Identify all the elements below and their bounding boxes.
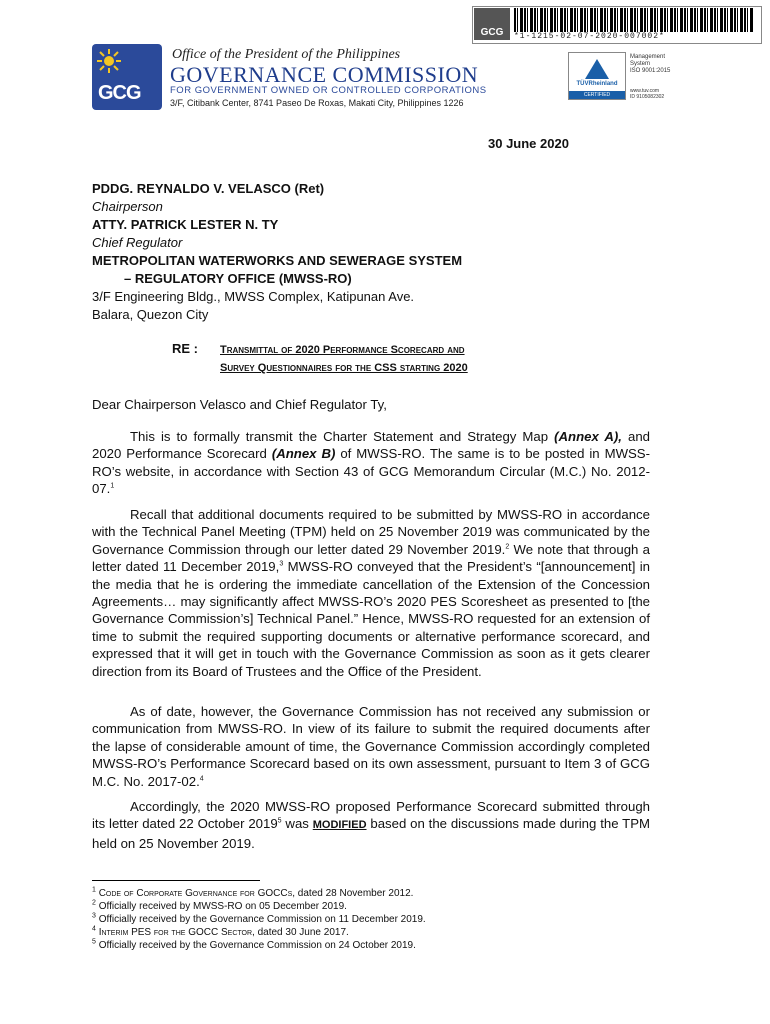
p4-text-a: Accordingly, the 2020 MWSS-RO proposed Performance Scorecard submitted through its letter dated 22 October 2019 — [92, 799, 650, 832]
annex-a-ref: (Annex A), — [554, 429, 622, 444]
addressee-org-2: – REGULATORY OFFICE (MWSS-RO) — [124, 271, 352, 286]
mgmt-line-1: Management — [630, 54, 666, 60]
footnote-ref-2: 2 — [505, 543, 510, 551]
sun-icon — [96, 48, 122, 74]
logo-text: GCG — [98, 82, 141, 104]
tuv-url-1: www.tuv.com — [630, 88, 660, 94]
footnote-2-number: 2 — [92, 899, 96, 907]
barcode-number: *1-1215-02-07-2020-007002* — [514, 32, 665, 41]
mgmt-line-2: System — [630, 61, 651, 67]
p4-text-e: based on the discussions made during the TPM held on 25 November 2019. — [92, 816, 650, 851]
footnote-5 — [92, 939, 426, 952]
addressee-title-2: Chief Regulator — [92, 235, 183, 250]
footnote-divider — [92, 880, 260, 881]
footnote-3 — [92, 913, 426, 926]
p1-text-a: This is to formally transmit the Charter Statement and Strategy Map — [130, 429, 555, 444]
letter-date: 30 June 2020 — [488, 136, 569, 151]
p1-text-c: and 2020 Performance Scorecard — [92, 429, 650, 462]
p2-text-e: MWSS-RO conveyed that the President’s “[announcement] in the media that he is ordering the immediate cancellation of the Extension of the Concession Agreements… may significantly affect MWSS-RO’s 2020 PES Scoresheet as presented to [the Governance Commission’s] Technical Panel.” Hence, MWSS-RO requested for an extension of time to submit the required supporting documents or alternative performance scorecard, and expressed that it will get in touch with the Governance Commission as soon as it gets clearer direction from its Board of Trustees and the Office of the President. — [92, 559, 650, 679]
footnote-2-text: Officially received by MWSS-RO on 05 December 2019. — [98, 901, 347, 912]
mgmt-line-3: ISO 9001:2015 — [630, 68, 671, 74]
subject-line-2: Survey Questionnaires for the CSS starting 2020 — [220, 362, 468, 374]
footnote-ref-5: 5 — [277, 818, 282, 826]
footnote-4-text: , dated 30 June 2017. — [252, 927, 349, 938]
footnotes — [92, 887, 426, 952]
addressee-address-2: Balara, Quezon City — [92, 307, 209, 322]
addressee-name-2: ATTY. PATRICK LESTER N. TY — [92, 217, 279, 232]
tuv-certification-badge — [568, 52, 626, 100]
addressee-org-1: METROPOLITAN WATERWORKS AND SEWERAGE SYSTEM — [92, 253, 463, 268]
footnote-5-text: Officially received by the Governance Commission on 24 October 2019. — [98, 940, 416, 951]
office-line: Office of the President of the Philippines — [172, 47, 401, 62]
salutation: Dear Chairperson Velasco and Chief Regulator Ty, — [92, 397, 387, 412]
commission-address: 3/F, Citibank Center, 8741 Paseo De Roxas, Makati City, Philippines 1226 — [170, 98, 464, 108]
gcg-logo — [92, 44, 162, 110]
subject-line-1: Transmittal of 2020 Performance Scorecard and — [220, 344, 465, 356]
addressee-address-1: 3/F Engineering Bldg., MWSS Complex, Katipunan Ave. — [92, 289, 415, 304]
paragraph-3 — [92, 703, 650, 790]
tuv-url-2: ID 9105082302 — [630, 94, 665, 100]
p1-text-e: of MWSS-RO. The same is to be posted in MWSS-RO’s website, in accordance with Section 43 of GCG Memorandum Circular (M.C.) No. 2012-07. — [92, 446, 650, 497]
gocc-line: FOR GOVERNMENT OWNED OR CONTROLLED CORPORATIONS — [170, 85, 487, 96]
barcode-logo: GCG — [474, 8, 510, 40]
footnote-ref-1: 1 — [110, 482, 115, 490]
commission-name: GOVERNANCE COMMISSION — [170, 62, 479, 87]
subject-lines — [220, 341, 468, 377]
addressee-name-1: PDDG. REYNALDO V. VELASCO (Ret) — [92, 181, 325, 196]
footnote-4-title: Interim PES for the GOCC Sector — [98, 927, 253, 938]
p4-text-c: was — [281, 816, 313, 832]
subject-label: RE : — [172, 341, 198, 356]
footnote-1-text: , dated 28 November 2012. — [292, 888, 414, 899]
modified-emphasis: MODIFIED — [312, 819, 367, 832]
footnote-1 — [92, 887, 426, 900]
paragraph-2 — [92, 506, 650, 680]
addressee-block — [92, 180, 462, 324]
footnote-2 — [92, 900, 426, 913]
footnote-ref-3: 3 — [279, 560, 284, 568]
footnote-4-number: 4 — [92, 925, 96, 933]
footnote-ref-4: 4 — [199, 775, 204, 783]
footnote-5-number: 5 — [92, 938, 96, 946]
tuv-bar: CERTIFIED — [569, 91, 625, 99]
tuv-triangle-icon — [585, 59, 609, 79]
paragraph-4 — [92, 798, 650, 852]
tuv-url — [630, 88, 664, 100]
footnote-3-text: Officially received by the Governance Commission on 11 December 2019. — [98, 914, 426, 925]
barcode-icon — [514, 8, 754, 32]
footnote-3-number: 3 — [92, 912, 96, 920]
footnote-4 — [92, 926, 426, 939]
footnote-1-number: 1 — [92, 886, 96, 894]
management-system-text — [630, 54, 670, 75]
p2-text-c: We note that through a letter dated 11 December 2019, — [92, 541, 650, 575]
p2-text-a: Recall that additional documents required to be submitted by MWSS-RO in accordance with the Technical Panel Meeting (TPM) held on 25 November 2019 was communicated by the Governance Commission through our letter dated 29 November 2019. — [92, 507, 650, 557]
footnote-1-title: Code of Corporate Governance for GOCCs — [98, 888, 293, 899]
annex-b-ref: (Annex B) — [271, 446, 336, 462]
paragraph-1 — [92, 428, 650, 498]
p3-text-a: As of date, however, the Governance Commission has not received any submission or communication from MWSS-RO. In view of its failure to submit the required documents after the lapse of considerable amount of time, the Governance Commission accordingly completed MWSS-RO’s Performance Scorecard based on its own assessment, pursuant to Item 3 of GCG M.C. No. 2017-02. — [92, 704, 650, 789]
addressee-title-1: Chairperson — [92, 199, 163, 214]
tuv-label: TÜVRheinland — [576, 81, 618, 87]
